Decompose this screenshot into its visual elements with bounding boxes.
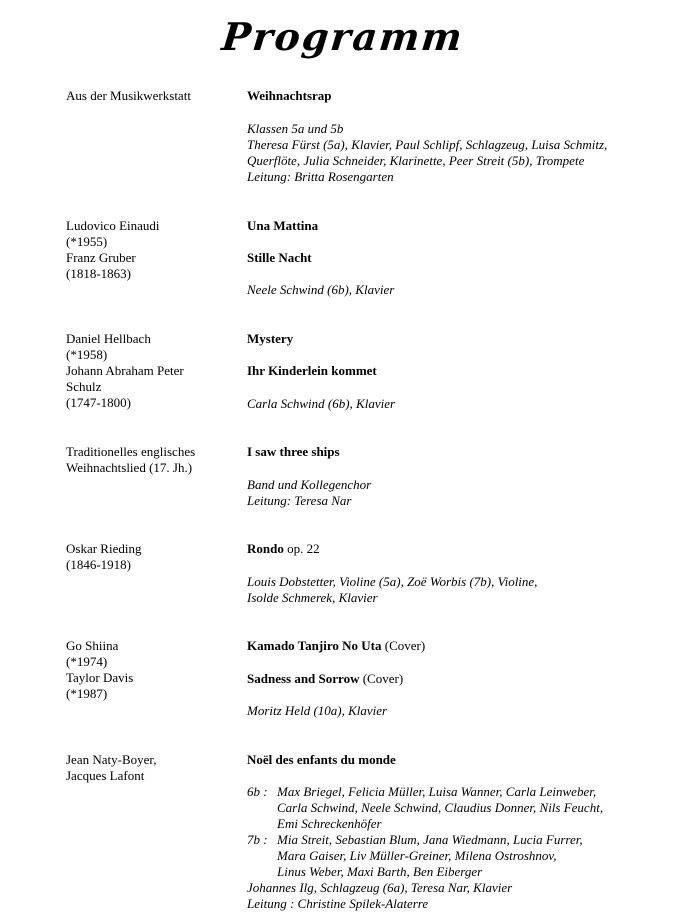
composer-2: Ludovico Einaudi (*1955) Franz Gruber (1818-1863) xyxy=(66,218,160,281)
composer-5: Oskar Rieding (1846-1918) xyxy=(66,541,142,572)
piece-title-7: Noël des enfants du monde xyxy=(247,752,396,767)
performers-2: Neele Schwind (6b), Klavier xyxy=(247,282,395,297)
piece-title-6a: Kamado Tanjiro No Uta (Cover) xyxy=(247,638,426,653)
group-members: Mia Streit, Sebastian Blum, Jana Wiedmann, Lucia Furrer, Mara Gaiser, Liv Müller-Greiner, Milena Ostroshnov, Linus Weber, Maxi Barth, Ben Eiberger xyxy=(277,832,583,879)
performers-1: Klassen 5a und 5b Theresa Fürst (5a), Klavier, Paul Schlipf, Schlagzeug, Luisa Schmitz, Querflöte, Julia Schneider, Klarinette, Peer Streit (5b), Trompete Leitung: Britta Rosengarten xyxy=(247,121,608,184)
group-members: Max Briegel, Felicia Müller, Luisa Wanner, Carla Leinweber, Carla Schwind, Neele Schwind, Claudius Donner, Nils Feucht, Emi Schreckenhöfer xyxy=(277,784,604,831)
piece-title-3b: Ihr Kinderlein kommet xyxy=(247,363,377,378)
composer-6: Go Shiina (*1974) Taylor Davis (*1987) xyxy=(66,638,134,701)
piece-title-5: Rondo op. 22 xyxy=(247,541,320,556)
group-tag: 6b : xyxy=(247,784,268,799)
composer-7: Jean Naty-Boyer, Jacques Lafont xyxy=(66,752,157,783)
composer-4: Traditionelles englisches Weihnachtslied (17. Jh.) xyxy=(66,444,196,475)
composer-3: Daniel Hellbach (*1958) Johann Abraham Peter Schulz (1747-1800) xyxy=(66,331,184,410)
performers-5: Louis Dobstetter, Violine (5a), Zoë Worbis (7b), Violine, Isolde Schmerek, Klavier xyxy=(247,574,538,605)
performers-6: Moritz Held (10a), Klavier xyxy=(247,703,388,718)
performers-3: Carla Schwind (6b), Klavier xyxy=(247,396,396,411)
performers-7: Johannes Ilg, Schlagzeug (6a), Teresa Nar, Klavier Leitung : Christine Spilek-Alaterre xyxy=(247,880,513,911)
performers-4: Band und Kollegenchor Leitung: Teresa Nar xyxy=(247,477,372,508)
piece-title-3a: Mystery xyxy=(247,331,294,346)
group-tag: 7b : xyxy=(247,832,268,847)
composer-1: Aus der Musikwerkstatt xyxy=(66,88,191,103)
group-6b xyxy=(247,784,604,831)
piece-title-1: Weihnachtsrap xyxy=(247,88,332,103)
piece-title-2a: Una Mattina xyxy=(247,218,319,233)
piece-title-6b: Sadness and Sorrow (Cover) xyxy=(247,671,404,686)
piece-title-2b: Stille Nacht xyxy=(247,250,312,265)
piece-title-4: I saw three ships xyxy=(247,444,340,459)
group-7b xyxy=(247,832,583,879)
page-title: Programm xyxy=(219,14,467,59)
